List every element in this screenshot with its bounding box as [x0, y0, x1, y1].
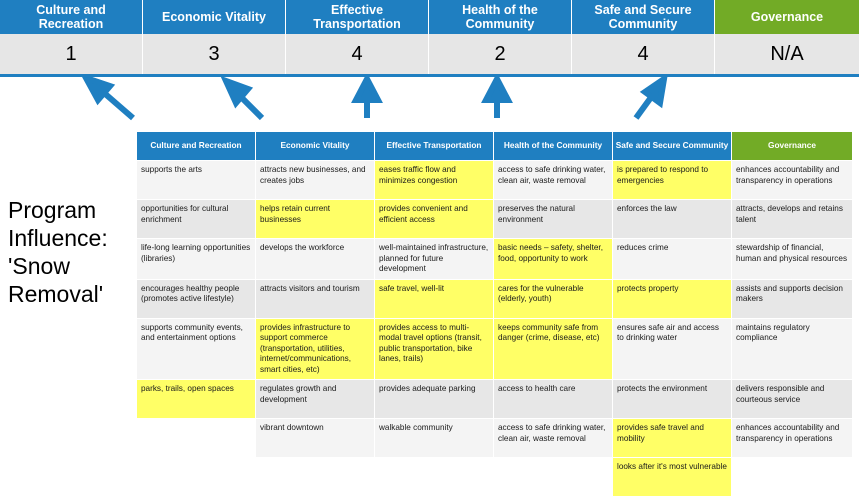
arrow-up-left-icon — [636, 79, 664, 118]
table-row — [137, 419, 853, 458]
matrix-cell: safe travel, well-lit — [375, 279, 494, 318]
matrix-cell: delivers responsible and courteous service — [732, 380, 853, 419]
table-row — [137, 200, 853, 239]
matrix-cell: develops the workforce — [256, 239, 375, 280]
matrix-cell: vibrant downtown — [256, 419, 375, 458]
matrix-cell: maintains regulatory compliance — [732, 318, 853, 380]
scorecard-header-safe-and-secure-community[interactable] — [572, 0, 715, 34]
scorecard-header-label: Governance — [750, 9, 824, 24]
matrix-header-culture-and-recreation[interactable]: Culture and Recreation — [137, 132, 256, 161]
matrix-cell: access to health care — [494, 380, 613, 419]
scorecard-header-label: Health of the Community — [462, 2, 538, 31]
matrix-cell: eases traffic flow and minimizes congestion — [375, 161, 494, 200]
table-row — [137, 380, 853, 419]
matrix-cell-empty — [375, 458, 494, 497]
scorecard-header-label: Economic Vitality — [162, 9, 266, 24]
matrix-cell: well-maintained infrastructure, planned for future development — [375, 239, 494, 280]
matrix-cell-empty — [494, 458, 613, 497]
matrix-header-governance[interactable]: Governance — [732, 132, 853, 161]
matrix-cell: supports the arts — [137, 161, 256, 200]
matrix-cell: basic needs – safety, shelter, food, opportunity to work — [494, 239, 613, 280]
table-row — [137, 161, 853, 200]
scorecard-header-culture-and-recreation[interactable] — [0, 0, 143, 34]
matrix-cell: enforces the law — [613, 200, 732, 239]
matrix-cell: is prepared to respond to emergencies — [613, 161, 732, 200]
scorecard-header-effective-transportation[interactable] — [286, 0, 429, 34]
scorecard-header-label: Culture and Recreation — [36, 2, 106, 31]
matrix-header-economic-vitality[interactable]: Economic Vitality — [256, 132, 375, 161]
matrix-cell: assists and supports decision makers — [732, 279, 853, 318]
matrix-cell: keeps community safe from danger (crime, disease, etc) — [494, 318, 613, 380]
matrix-cell-empty — [732, 458, 853, 497]
arrow-up-left-icon — [356, 79, 378, 118]
matrix-cell: attracts new businesses, and creates jobs — [256, 161, 375, 200]
arrow-group — [0, 76, 859, 138]
scorecard-header-row — [0, 0, 859, 34]
matrix-cell: regulates growth and development — [256, 380, 375, 419]
score-safe-and-secure-community: 4 — [572, 34, 715, 74]
table-row — [137, 458, 853, 497]
matrix-cell: access to safe drinking water, clean air, waste removal — [494, 419, 613, 458]
matrix-cell: provides access to multi-modal travel options (transit, public transportation, bike lanes, trails) — [375, 318, 494, 380]
matrix-cell: preserves the natural environment — [494, 200, 613, 239]
matrix-header-safe-and-secure-community[interactable]: Safe and Secure Community — [613, 132, 732, 161]
arrow-up-left-icon — [486, 79, 508, 118]
scorecard-header-governance[interactable] — [715, 0, 859, 34]
matrix-cell: provides convenient and efficient access — [375, 200, 494, 239]
matrix-header-effective-transportation[interactable]: Effective Transportation — [375, 132, 494, 161]
matrix-cell: parks, trails, open spaces — [137, 380, 256, 419]
arrow-up-left-icon — [86, 78, 133, 118]
matrix-cell: stewardship of financial, human and physical resources — [732, 239, 853, 280]
matrix-cell-empty — [137, 458, 256, 497]
score-effective-transportation: 4 — [286, 34, 429, 74]
score-culture-and-recreation: 1 — [0, 34, 143, 74]
scorecard-header-health-of-the-community[interactable] — [429, 0, 572, 34]
matrix-cell-empty — [256, 458, 375, 497]
matrix-cell: protects the environment — [613, 380, 732, 419]
score-governance: N/A — [770, 42, 804, 65]
page-title: Program Influence: 'Snow Removal' — [8, 197, 108, 308]
matrix-cell: provides infrastructure to support commerce (transportation, utilities, internet/communications, smart cities, etc) — [256, 318, 375, 380]
table-row — [137, 318, 853, 380]
matrix-cell-empty — [137, 419, 256, 458]
influence-matrix — [136, 131, 853, 497]
matrix-body — [137, 161, 853, 497]
matrix-cell: protects property — [613, 279, 732, 318]
matrix-cell: encourages healthy people (promotes active lifestyle) — [137, 279, 256, 318]
matrix-cell: looks after it's most vulnerable — [613, 458, 732, 497]
matrix-cell: helps retain current businesses — [256, 200, 375, 239]
scorecard-header-label: Effective Transportation — [313, 2, 401, 31]
matrix-header-health-of-the-community[interactable]: Health of the Community — [494, 132, 613, 161]
scorecard-header-label: Safe and Secure Community — [594, 2, 692, 31]
score-health-of-the-community: 2 — [429, 34, 572, 74]
matrix-cell: enhances accountability and transparency in operations — [732, 419, 853, 458]
matrix-cell: ensures safe air and access to drinking water — [613, 318, 732, 380]
matrix-cell: opportunities for cultural enrichment — [137, 200, 256, 239]
matrix-header-row — [137, 132, 853, 161]
matrix-cell: attracts visitors and tourism — [256, 279, 375, 318]
matrix-cell: provides safe travel and mobility — [613, 419, 732, 458]
arrow-up-left-icon — [226, 81, 262, 118]
scorecard-header-economic-vitality[interactable] — [143, 0, 286, 34]
matrix-cell: supports community events, and entertainment options — [137, 318, 256, 380]
table-row — [137, 239, 853, 280]
matrix-cell: attracts, develops and retains talent — [732, 200, 853, 239]
matrix-cell: cares for the vulnerable (elderly, youth) — [494, 279, 613, 318]
matrix-cell: reduces crime — [613, 239, 732, 280]
matrix-cell: life-long learning opportunities (libraries) — [137, 239, 256, 280]
score-economic-vitality: 3 — [143, 34, 286, 74]
matrix-cell: enhances accountability and transparency in operations — [732, 161, 853, 200]
table-row — [137, 279, 853, 318]
scorecard-score-row — [0, 34, 859, 74]
matrix-cell: provides adequate parking — [375, 380, 494, 419]
matrix-cell: walkable community — [375, 419, 494, 458]
matrix-cell: access to safe drinking water, clean air, waste removal — [494, 161, 613, 200]
scorecard-band — [0, 0, 859, 77]
